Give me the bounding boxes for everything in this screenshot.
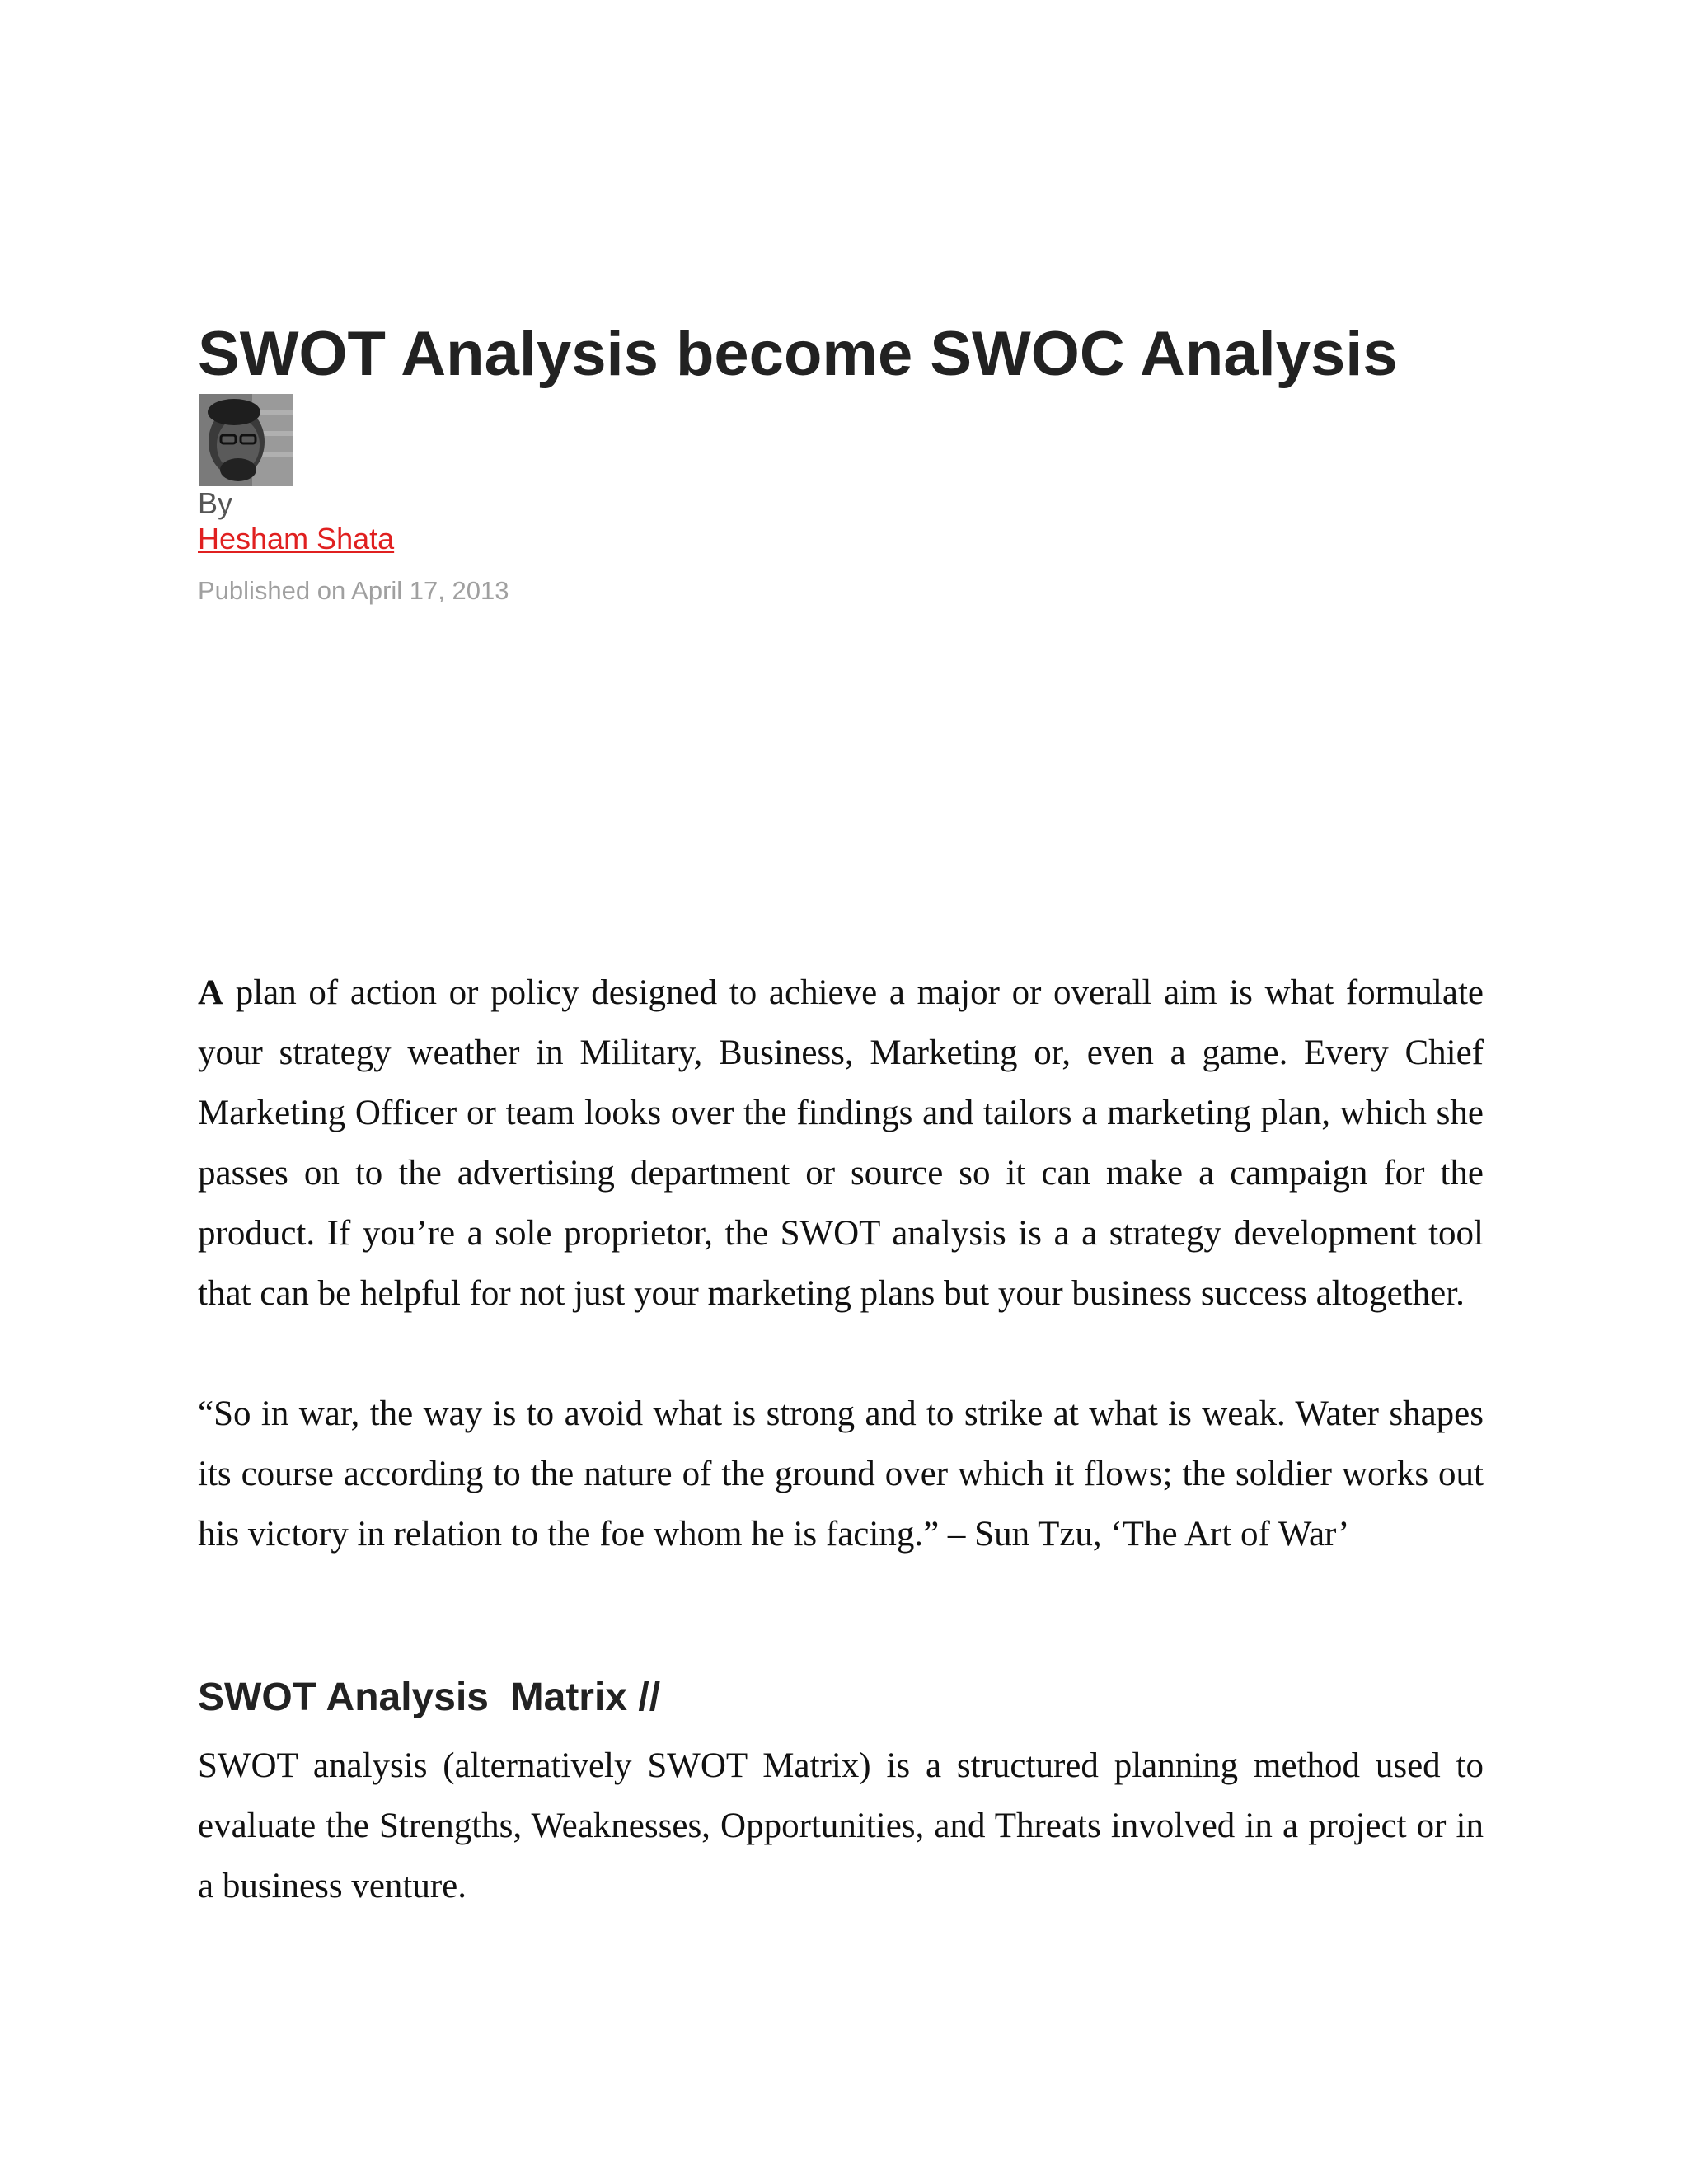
author-link[interactable]: Hesham Shata	[198, 522, 395, 555]
quote-paragraph: “So in war, the way is to avoid what is strong and to strike at what is weak. Water shapes its course according to the nature of the ground over which it flows; the soldier works out his victory in relation to the foe whom he is facing.” – Sun Tzu, ‘The Art of War’	[198, 1394, 1484, 1554]
intro-lead-letter: A	[198, 973, 224, 1012]
section-heading: SWOT Analysis Matrix //	[198, 1675, 661, 1719]
article-title: SWOT Analysis become SWOC Analysis	[198, 319, 1398, 389]
author-avatar[interactable]	[199, 394, 293, 486]
published-date: Published on April 17, 2013	[198, 576, 509, 605]
intro-text: plan of action or policy designed to achieve a major or overall aim is what formulate your strategy weather in Military, Business, Marketing or, even a game. Every Chief Marketing Officer or team looks over the findings and tailors a marketing plan, which she passes on to the advertising department or source so it can make a campaign for the product. If you’re a sole proprietor, the SWOT analysis is a a strategy development tool that can be helpful for not just your marketing plans but your business success altogether.	[198, 973, 1484, 1313]
section-paragraph: SWOT analysis (alternatively SWOT Matrix) is a structured planning method used to evaluate the Strengths, Weaknesses, Opportunities, and Threats involved in a project or in a business venture.	[198, 1746, 1484, 1905]
byline-label: By	[198, 486, 233, 520]
author-photo-icon	[199, 394, 293, 486]
intro-paragraph	[198, 963, 1484, 1324]
